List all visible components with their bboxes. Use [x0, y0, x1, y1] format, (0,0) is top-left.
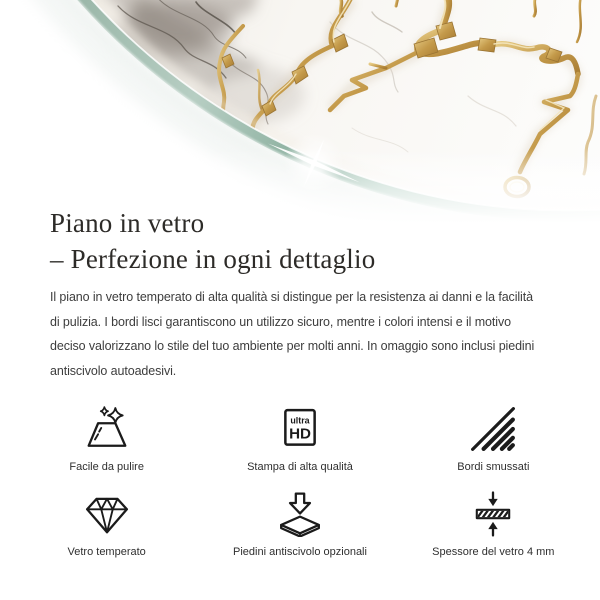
feature-easy-clean [10, 406, 203, 473]
feature-tempered-glass [10, 491, 203, 558]
sparkle-clean-icon [84, 406, 130, 452]
description-line: Il piano in vetro temperato di alta qualità si distingue per la resistenza ai danni e la facilità [50, 290, 533, 304]
description-line: deciso valorizzano lo stile del tuo ambiente per molti anni. In omaggio sono inclusi piedini [50, 339, 535, 353]
feature-anti-slip-pads [203, 491, 396, 558]
feature-label: Bordi smussati [457, 461, 530, 473]
title-line-1: Piano in vetro [50, 208, 205, 238]
feature-label: Vetro temperato [67, 546, 146, 558]
feature-label: Facile da pulire [69, 461, 144, 473]
description-text [50, 285, 534, 383]
diamond-icon [84, 491, 130, 537]
anti-slip-pad-icon [277, 491, 323, 537]
glass-thickness-icon [470, 491, 516, 537]
feature-beveled-edges [397, 406, 590, 473]
page-title [50, 205, 375, 277]
ultra-hd-badge-bottom: HD [289, 425, 311, 443]
beveled-edge-icon [470, 406, 516, 452]
feature-label: Piedini antiscivolo opzionali [233, 546, 367, 558]
ultra-hd-icon [277, 406, 323, 452]
feature-grid [10, 406, 590, 558]
description-line: di pulizia. I bordi lisci garantiscono un utilizzo sicuro, mentre i colori intensi e il motivo [50, 314, 511, 329]
feature-print-quality [203, 406, 396, 473]
feature-label: Spessore del vetro 4 mm [432, 546, 555, 558]
title-line-2: – Perfezione in ogni dettaglio [50, 244, 376, 274]
description-line: antiscivolo autoadesivi. [50, 363, 177, 378]
ultra-hd-badge-top: ultra [290, 415, 310, 426]
feature-glass-thickness [397, 491, 590, 558]
feature-label: Stampa di alta qualità [247, 461, 353, 473]
